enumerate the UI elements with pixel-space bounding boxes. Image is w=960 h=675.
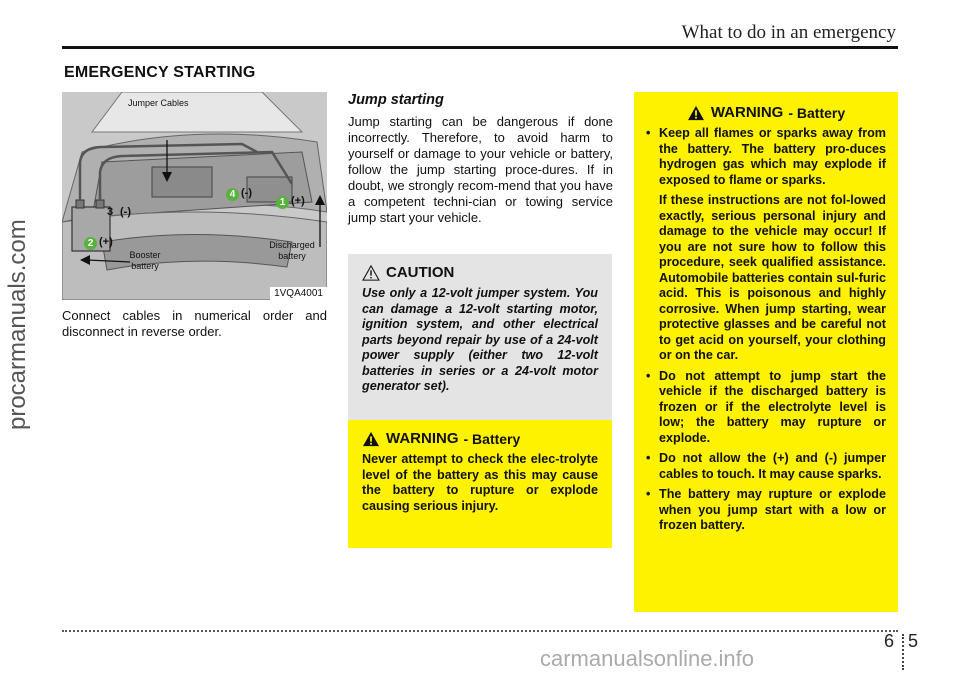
warning-list-item (646, 369, 886, 447)
jump-starting-section (348, 92, 613, 226)
caution-title: CAUTION (386, 264, 455, 281)
page-number-divider (902, 634, 904, 670)
warning-triangle-icon (687, 105, 705, 121)
warning-list-item (646, 126, 886, 364)
warning-list (646, 126, 886, 534)
step-4-marker: 4 (226, 188, 239, 201)
bullet-icon: • (646, 451, 651, 465)
jump-starting-text: Jump starting can be dangerous if done incorrectly. Therefore, to avoid harm to yourself or damage to your vehicle or battery, follow the jump starting proce-dures. If in doubt, we strongly recom-mend that you have a competent techni-cian or towing service jump start your vehicle. (348, 114, 613, 225)
step-2-marker: 2 (84, 237, 97, 250)
warning-title-big: WARNING (710, 104, 784, 121)
warning-heading-big (646, 104, 886, 121)
bullet-icon: • (646, 126, 651, 140)
caution-box (348, 254, 612, 428)
figure-caption: Connect cables in numerical order and disconnect in reverse order. (62, 308, 327, 339)
page-number: 5 (908, 631, 919, 651)
warning-item-1-text: Keep all flames or sparks away from the battery. The battery pro-duces hydrogen gas which may explode if exposed to flame or sparks. (659, 126, 886, 187)
step-1-marker: 1 (276, 196, 289, 209)
caution-triangle-icon (362, 265, 380, 281)
figure-code: 1VQA4001 (270, 287, 327, 300)
chapter-number: 6 (884, 631, 895, 651)
bullet-icon: • (646, 368, 651, 383)
footer-watermark: carmanualsonline.info (540, 646, 755, 671)
step-3-marker: 3 (107, 206, 114, 218)
section-title: EMERGENCY STARTING (64, 64, 256, 81)
jump-start-illustration (62, 92, 327, 300)
running-header-title: What to do in an emergency (681, 22, 896, 43)
warning-title-small: WARNING (386, 430, 459, 447)
warning-heading-small (362, 430, 598, 447)
caution-text: Use only a 12-volt jumper system. You can damage a 12-volt starting motor, ignition system, and other electrical parts beyond repair by use of a 24-volt power supply (either two 12-volt batteries in series or a 24-volt motor generator set). (362, 286, 598, 393)
header-rule (62, 46, 898, 49)
warning-suffix-small: - Battery (463, 430, 521, 447)
warning-item-4-text: The battery may rupture or explode when you jump start with a low or frozen battery. (659, 487, 886, 532)
warning-item-3-text: Do not allow the (+) and (-) jumper cables to touch. It may cause sparks. (659, 451, 886, 481)
bullet-icon: • (646, 487, 651, 501)
footer-rule (62, 630, 898, 632)
warning-box-electrolyte (348, 420, 612, 548)
step-3-sign: (-) (120, 206, 131, 218)
step-4-sign: (-) (241, 187, 252, 199)
jump-starting-heading: Jump starting (348, 92, 444, 108)
car-engine-drawing (62, 92, 327, 300)
label-booster-battery: Booster battery (129, 250, 161, 271)
warning-item-2-text: Do not attempt to jump start the vehicle if the discharged battery is frozen or if the electrolyte level is low; the battery may rupture or explode. (659, 368, 886, 445)
label-discharged-battery: Discharged battery (269, 240, 315, 261)
step-1-sign: (+) (291, 195, 305, 207)
warning-item-1-extra: If these instructions are not fol-lowed exactly, serious personal injury and damage to the vehicle may occur! If you are not sure how to follow this procedure, seek qualified assistance. Automobile batteries contain sul-furic acid. This is poisonous and highly corrosive. When jump starting, wear protective glasses and be careful not to get acid on yourself, your clothing or on the car. (659, 193, 886, 362)
side-watermark: procarmanuals.com (4, 219, 31, 430)
label-jumper-cables: Jumper Cables (128, 98, 189, 108)
warning-triangle-icon (362, 431, 380, 447)
step-2-sign: (+) (99, 236, 113, 248)
warning-list-item (646, 451, 886, 482)
caution-heading (362, 264, 598, 281)
warning-box-battery (634, 92, 898, 612)
warning-suffix-big: - Battery (788, 104, 846, 121)
warning-text-small: Never attempt to check the elec-trolyte level of the battery as this may cause the battery to rupture or explode causing serious injury. (362, 452, 598, 513)
warning-list-item (646, 487, 886, 534)
